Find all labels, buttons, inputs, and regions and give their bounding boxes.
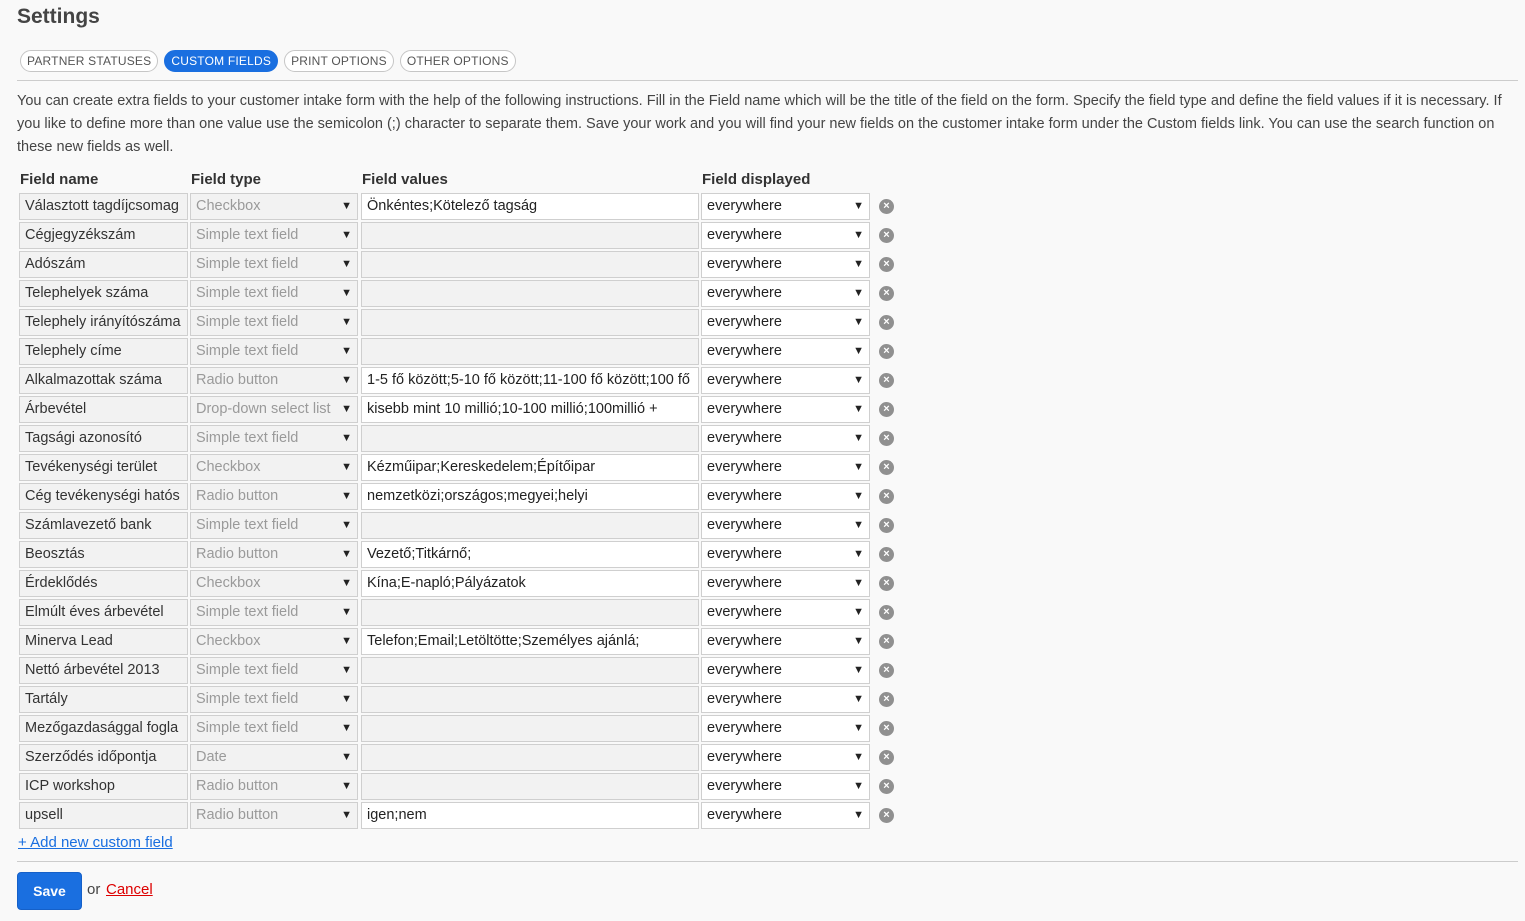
field-values-input[interactable]: Kézműipar;Kereskedelem;Építőipar bbox=[361, 454, 699, 481]
field-displayed-value: everywhere bbox=[707, 546, 782, 562]
field-type-select[interactable] bbox=[190, 280, 358, 307]
remove-field-icon[interactable]: × bbox=[879, 576, 894, 591]
field-type-select[interactable] bbox=[190, 570, 358, 597]
dropdown-arrow-icon: ▼ bbox=[853, 519, 864, 531]
table-row bbox=[0, 338, 1525, 365]
dropdown-arrow-icon: ▼ bbox=[853, 200, 864, 212]
dropdown-arrow-icon: ▼ bbox=[853, 287, 864, 299]
field-name-input[interactable]: Szerződés időpontja bbox=[19, 744, 188, 771]
dropdown-arrow-icon: ▼ bbox=[341, 548, 352, 560]
field-type-select[interactable] bbox=[190, 802, 358, 829]
dropdown-arrow-icon: ▼ bbox=[853, 316, 864, 328]
table-row bbox=[0, 251, 1525, 278]
dropdown-arrow-icon: ▼ bbox=[341, 519, 352, 531]
table-row bbox=[0, 367, 1525, 394]
dropdown-arrow-icon: ▼ bbox=[853, 490, 864, 502]
remove-field-icon[interactable]: × bbox=[879, 547, 894, 562]
field-type-value: Drop-down select list bbox=[196, 401, 331, 417]
field-type-value: Simple text field bbox=[196, 343, 299, 359]
field-displayed-value: everywhere bbox=[707, 778, 782, 794]
instructions-text: You can create extra fields to your customer intake form with the help of the following instructions. Fill in the Field name which will be the title of the field on the form. Specify the field type and define the field values if it is necessary. If you like to define more than one value use the semicolon (;) character to separate them. Save your work and you will find your new fields on the customer intake form under the Custom fields link. You can use the search function on these new fields as well. bbox=[17, 93, 1502, 155]
field-type-select[interactable] bbox=[190, 657, 358, 684]
field-name-input[interactable]: Beosztás bbox=[19, 541, 188, 568]
table-row bbox=[0, 802, 1525, 829]
field-displayed-value: everywhere bbox=[707, 343, 782, 359]
field-displayed-select[interactable] bbox=[701, 599, 870, 626]
dropdown-arrow-icon: ▼ bbox=[341, 461, 352, 473]
table-row bbox=[0, 570, 1525, 597]
dropdown-arrow-icon: ▼ bbox=[341, 345, 352, 357]
field-displayed-select[interactable] bbox=[701, 454, 870, 481]
field-values-input[interactable]: Önkéntes;Kötelező tagság bbox=[361, 193, 699, 220]
field-values-input[interactable] bbox=[361, 251, 699, 278]
field-displayed-value: everywhere bbox=[707, 285, 782, 301]
field-displayed-value: everywhere bbox=[707, 807, 782, 823]
remove-field-icon[interactable]: × bbox=[879, 431, 894, 446]
field-displayed-value: everywhere bbox=[707, 662, 782, 678]
field-values-input[interactable]: Kína;E-napló;Pályázatok bbox=[361, 570, 699, 597]
remove-field-icon[interactable]: × bbox=[879, 257, 894, 272]
field-values-input[interactable]: Telefon;Email;Letöltötte;Személyes ajánlá; bbox=[361, 628, 699, 655]
field-type-value: Simple text field bbox=[196, 604, 299, 620]
field-type-value: Date bbox=[196, 749, 227, 765]
field-name-input[interactable]: Nettó árbevétel 2013 bbox=[19, 657, 188, 684]
table-row bbox=[0, 309, 1525, 336]
field-values-input[interactable] bbox=[361, 744, 699, 771]
table-row bbox=[0, 280, 1525, 307]
field-type-select[interactable] bbox=[190, 338, 358, 365]
remove-field-icon[interactable]: × bbox=[879, 779, 894, 794]
field-type-value: Checkbox bbox=[196, 575, 261, 591]
remove-field-icon[interactable]: × bbox=[879, 402, 894, 417]
field-displayed-select[interactable] bbox=[701, 367, 870, 394]
dropdown-arrow-icon: ▼ bbox=[341, 577, 352, 589]
remove-field-icon[interactable]: × bbox=[879, 489, 894, 504]
field-name-input[interactable]: Mezőgazdasággal fogla bbox=[19, 715, 188, 742]
field-type-select[interactable] bbox=[190, 744, 358, 771]
remove-field-icon[interactable]: × bbox=[879, 808, 894, 823]
tab-other-options[interactable]: OTHER OPTIONS bbox=[400, 50, 516, 72]
field-type-value: Radio button bbox=[196, 546, 279, 562]
table-row bbox=[0, 773, 1525, 800]
remove-field-icon[interactable]: × bbox=[879, 634, 894, 649]
field-values-input[interactable] bbox=[361, 686, 699, 713]
field-displayed-value: everywhere bbox=[707, 749, 782, 765]
field-displayed-select[interactable] bbox=[701, 222, 870, 249]
dropdown-arrow-icon: ▼ bbox=[853, 432, 864, 444]
table-row bbox=[0, 222, 1525, 249]
field-type-select[interactable] bbox=[190, 686, 358, 713]
remove-field-icon[interactable]: × bbox=[879, 605, 894, 620]
page-title: Settings bbox=[17, 5, 100, 28]
field-type-value: Simple text field bbox=[196, 517, 299, 533]
field-displayed-value: everywhere bbox=[707, 459, 782, 475]
field-name-input[interactable]: Érdeklődés bbox=[19, 570, 188, 597]
dropdown-arrow-icon: ▼ bbox=[341, 780, 352, 792]
field-displayed-value: everywhere bbox=[707, 401, 782, 417]
field-type-select[interactable] bbox=[190, 599, 358, 626]
field-values-input[interactable] bbox=[361, 599, 699, 626]
table-row bbox=[0, 193, 1525, 220]
field-type-value: Radio button bbox=[196, 778, 279, 794]
dropdown-arrow-icon: ▼ bbox=[341, 432, 352, 444]
cancel-link[interactable]: Cancel bbox=[106, 881, 153, 898]
remove-field-icon[interactable]: × bbox=[879, 373, 894, 388]
field-name-input[interactable]: Elmúlt éves árbevétel bbox=[19, 599, 188, 626]
dropdown-arrow-icon: ▼ bbox=[853, 461, 864, 473]
table-row bbox=[0, 744, 1525, 771]
field-type-select[interactable] bbox=[190, 425, 358, 452]
field-type-value: Simple text field bbox=[196, 662, 299, 678]
field-displayed-value: everywhere bbox=[707, 691, 782, 707]
field-type-value: Simple text field bbox=[196, 227, 299, 243]
table-row bbox=[0, 483, 1525, 510]
dropdown-arrow-icon: ▼ bbox=[853, 606, 864, 618]
remove-field-icon[interactable]: × bbox=[879, 315, 894, 330]
field-displayed-value: everywhere bbox=[707, 227, 782, 243]
field-type-select[interactable] bbox=[190, 367, 358, 394]
field-displayed-select[interactable] bbox=[701, 541, 870, 568]
field-displayed-select[interactable] bbox=[701, 570, 870, 597]
dropdown-arrow-icon: ▼ bbox=[341, 751, 352, 763]
dropdown-arrow-icon: ▼ bbox=[853, 548, 864, 560]
remove-field-icon[interactable]: × bbox=[879, 286, 894, 301]
field-type-select[interactable] bbox=[190, 193, 358, 220]
remove-field-icon[interactable]: × bbox=[879, 692, 894, 707]
dropdown-arrow-icon: ▼ bbox=[341, 606, 352, 618]
field-name-input[interactable]: upsell bbox=[19, 802, 188, 829]
dropdown-arrow-icon: ▼ bbox=[853, 780, 864, 792]
field-displayed-value: everywhere bbox=[707, 517, 782, 533]
divider bbox=[17, 861, 1518, 862]
dropdown-arrow-icon: ▼ bbox=[853, 693, 864, 705]
field-type-value: Simple text field bbox=[196, 430, 299, 446]
field-displayed-value: everywhere bbox=[707, 314, 782, 330]
dropdown-arrow-icon: ▼ bbox=[853, 403, 864, 415]
header-field-values: Field values bbox=[362, 171, 448, 188]
field-values-input[interactable] bbox=[361, 222, 699, 249]
table-row bbox=[0, 657, 1525, 684]
table-row bbox=[0, 512, 1525, 539]
field-type-value: Radio button bbox=[196, 807, 279, 823]
field-displayed-select[interactable] bbox=[701, 715, 870, 742]
field-displayed-select[interactable] bbox=[701, 338, 870, 365]
field-name-input[interactable]: ICP workshop bbox=[19, 773, 188, 800]
dropdown-arrow-icon: ▼ bbox=[341, 258, 352, 270]
field-type-select[interactable] bbox=[190, 773, 358, 800]
field-name-input[interactable]: Választott tagdíjcsomag bbox=[19, 193, 188, 220]
field-displayed-select[interactable] bbox=[701, 773, 870, 800]
table-row bbox=[0, 454, 1525, 481]
table-row bbox=[0, 541, 1525, 568]
field-name-input[interactable]: Telephelyek száma bbox=[19, 280, 188, 307]
dropdown-arrow-icon: ▼ bbox=[853, 229, 864, 241]
field-displayed-select[interactable] bbox=[701, 802, 870, 829]
field-displayed-value: everywhere bbox=[707, 430, 782, 446]
table-row bbox=[0, 686, 1525, 713]
dropdown-arrow-icon: ▼ bbox=[853, 809, 864, 821]
table-row bbox=[0, 396, 1525, 423]
field-type-select[interactable] bbox=[190, 309, 358, 336]
field-displayed-value: everywhere bbox=[707, 720, 782, 736]
field-values-input[interactable]: 1-5 fő között;5-10 fő között;11-100 fő között;100 fő bbox=[361, 367, 699, 394]
dropdown-arrow-icon: ▼ bbox=[341, 200, 352, 212]
field-values-input[interactable] bbox=[361, 773, 699, 800]
dropdown-arrow-icon: ▼ bbox=[341, 403, 352, 415]
field-displayed-value: everywhere bbox=[707, 488, 782, 504]
field-values-input[interactable]: kisebb mint 10 millió;10-100 millió;100millió + bbox=[361, 396, 699, 423]
remove-field-icon[interactable]: × bbox=[879, 721, 894, 736]
remove-field-icon[interactable]: × bbox=[879, 460, 894, 475]
field-displayed-select[interactable] bbox=[701, 628, 870, 655]
table-row bbox=[0, 715, 1525, 742]
or-text: or bbox=[87, 881, 101, 898]
field-type-value: Checkbox bbox=[196, 198, 261, 214]
field-values-input[interactable]: igen;nem bbox=[361, 802, 699, 829]
dropdown-arrow-icon: ▼ bbox=[853, 258, 864, 270]
field-displayed-value: everywhere bbox=[707, 198, 782, 214]
field-type-select[interactable] bbox=[190, 541, 358, 568]
field-displayed-value: everywhere bbox=[707, 256, 782, 272]
field-displayed-select[interactable] bbox=[701, 686, 870, 713]
tab-custom-fields[interactable]: CUSTOM FIELDS bbox=[164, 50, 278, 72]
field-type-value: Checkbox bbox=[196, 459, 261, 475]
field-type-value: Simple text field bbox=[196, 285, 299, 301]
field-values-input[interactable] bbox=[361, 338, 699, 365]
dropdown-arrow-icon: ▼ bbox=[341, 316, 352, 328]
field-type-select[interactable] bbox=[190, 512, 358, 539]
tab-partner-statuses[interactable]: PARTNER STATUSES bbox=[20, 50, 158, 72]
field-name-input[interactable]: Alkalmazottak száma bbox=[19, 367, 188, 394]
field-type-select[interactable] bbox=[190, 715, 358, 742]
field-name-input[interactable]: Telephely címe bbox=[19, 338, 188, 365]
dropdown-arrow-icon: ▼ bbox=[341, 287, 352, 299]
field-displayed-select[interactable] bbox=[701, 280, 870, 307]
dropdown-arrow-icon: ▼ bbox=[341, 664, 352, 676]
field-name-input[interactable]: Adószám bbox=[19, 251, 188, 278]
header-field-type: Field type bbox=[191, 171, 262, 188]
field-displayed-select[interactable] bbox=[701, 396, 870, 423]
field-displayed-value: everywhere bbox=[707, 604, 782, 620]
field-type-select[interactable] bbox=[190, 396, 358, 423]
divider bbox=[17, 80, 1518, 81]
field-name-input[interactable]: Tevékenységi terület bbox=[19, 454, 188, 481]
remove-field-icon[interactable]: × bbox=[879, 344, 894, 359]
dropdown-arrow-icon: ▼ bbox=[853, 374, 864, 386]
dropdown-arrow-icon: ▼ bbox=[341, 374, 352, 386]
field-values-input[interactable] bbox=[361, 715, 699, 742]
field-type-value: Simple text field bbox=[196, 720, 299, 736]
remove-field-icon[interactable]: × bbox=[879, 750, 894, 765]
table-row bbox=[0, 628, 1525, 655]
field-name-input[interactable]: Tartály bbox=[19, 686, 188, 713]
field-type-value: Simple text field bbox=[196, 314, 299, 330]
field-type-value: Checkbox bbox=[196, 633, 261, 649]
settings-tabs bbox=[20, 50, 516, 72]
field-name-input[interactable]: Tagsági azonosító bbox=[19, 425, 188, 452]
field-displayed-select[interactable] bbox=[701, 193, 870, 220]
field-name-input[interactable]: Árbevétel bbox=[19, 396, 188, 423]
remove-field-icon[interactable]: × bbox=[879, 228, 894, 243]
remove-field-icon[interactable]: × bbox=[879, 518, 894, 533]
field-displayed-select[interactable] bbox=[701, 251, 870, 278]
field-type-select[interactable] bbox=[190, 628, 358, 655]
dropdown-arrow-icon: ▼ bbox=[853, 722, 864, 734]
dropdown-arrow-icon: ▼ bbox=[341, 809, 352, 821]
table-row bbox=[0, 425, 1525, 452]
field-values-input[interactable] bbox=[361, 425, 699, 452]
field-displayed-select[interactable] bbox=[701, 309, 870, 336]
field-displayed-select[interactable] bbox=[701, 657, 870, 684]
field-displayed-value: everywhere bbox=[707, 633, 782, 649]
field-values-input[interactable]: nemzetközi;országos;megyei;helyi bbox=[361, 483, 699, 510]
tab-print-options[interactable]: PRINT OPTIONS bbox=[284, 50, 394, 72]
field-displayed-value: everywhere bbox=[707, 372, 782, 388]
header-field-displayed: Field displayed bbox=[702, 171, 811, 188]
dropdown-arrow-icon: ▼ bbox=[853, 577, 864, 589]
dropdown-arrow-icon: ▼ bbox=[341, 229, 352, 241]
remove-field-icon[interactable]: × bbox=[879, 663, 894, 678]
header-field-name: Field name bbox=[20, 171, 99, 188]
field-displayed-select[interactable] bbox=[701, 483, 870, 510]
field-values-input[interactable] bbox=[361, 309, 699, 336]
field-name-input[interactable]: Minerva Lead bbox=[19, 628, 188, 655]
remove-field-icon[interactable]: × bbox=[879, 199, 894, 214]
field-type-select[interactable] bbox=[190, 454, 358, 481]
dropdown-arrow-icon: ▼ bbox=[341, 635, 352, 647]
field-values-input[interactable] bbox=[361, 280, 699, 307]
field-name-input[interactable]: Cég tevékenységi hatós bbox=[19, 483, 188, 510]
field-values-input[interactable] bbox=[361, 512, 699, 539]
field-type-select[interactable] bbox=[190, 222, 358, 249]
dropdown-arrow-icon: ▼ bbox=[853, 345, 864, 357]
field-displayed-select[interactable] bbox=[701, 512, 870, 539]
dropdown-arrow-icon: ▼ bbox=[853, 664, 864, 676]
dropdown-arrow-icon: ▼ bbox=[341, 722, 352, 734]
dropdown-arrow-icon: ▼ bbox=[853, 635, 864, 647]
field-values-input[interactable] bbox=[361, 657, 699, 684]
field-type-select[interactable] bbox=[190, 483, 358, 510]
field-name-input[interactable]: Telephely irányítószáma bbox=[19, 309, 188, 336]
dropdown-arrow-icon: ▼ bbox=[341, 693, 352, 705]
field-values-input[interactable]: Vezető;Titkárnő; bbox=[361, 541, 699, 568]
field-displayed-value: everywhere bbox=[707, 575, 782, 591]
save-button[interactable]: Save bbox=[17, 872, 82, 910]
field-displayed-select[interactable] bbox=[701, 425, 870, 452]
dropdown-arrow-icon: ▼ bbox=[341, 490, 352, 502]
field-type-value: Simple text field bbox=[196, 256, 299, 272]
field-type-select[interactable] bbox=[190, 251, 358, 278]
field-type-value: Radio button bbox=[196, 488, 279, 504]
field-name-input[interactable]: Számlavezető bank bbox=[19, 512, 188, 539]
field-displayed-select[interactable] bbox=[701, 744, 870, 771]
dropdown-arrow-icon: ▼ bbox=[853, 751, 864, 763]
field-name-input[interactable]: Cégjegyzékszám bbox=[19, 222, 188, 249]
add-custom-field-link[interactable]: + Add new custom field bbox=[18, 834, 173, 851]
field-type-value: Radio button bbox=[196, 372, 279, 388]
field-type-value: Simple text field bbox=[196, 691, 299, 707]
table-row bbox=[0, 599, 1525, 626]
